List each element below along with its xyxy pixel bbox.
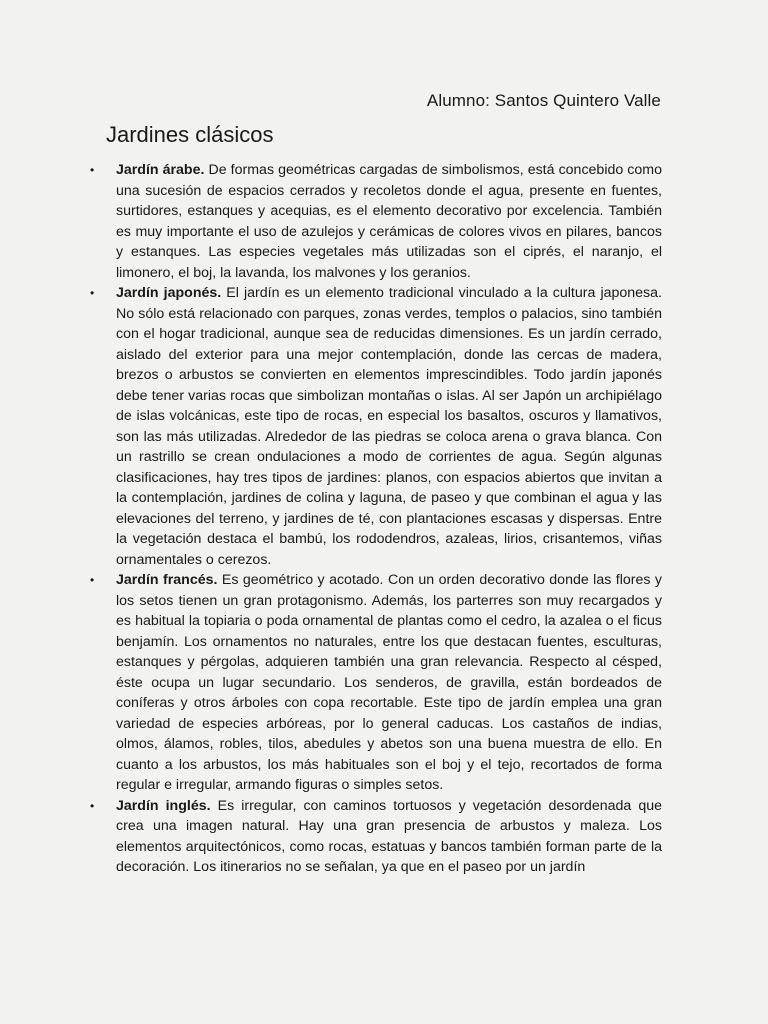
bullet-icon: • bbox=[90, 798, 95, 813]
item-heading: Jardín inglés. bbox=[116, 797, 211, 814]
item-heading: Jardín árabe. bbox=[116, 162, 205, 178]
page-title: Jardines clásicos bbox=[106, 122, 274, 147]
bullet-icon: • bbox=[90, 573, 95, 587]
item-body: De formas geométricas cargadas de simbolismos, está concebido como una sucesión de espacios cerrados y recoletos donde el agua, presente en fuentes, surtidores, estanques y acequias, es el elemento decorativo por excelencia. También es muy importante el uso de azulejos y cerámicas de colores vivos en pilares, bancos y estanques. Las especies vegetales más utilizadas son el ciprés, el naranjo, el limonero, el boj, la lavanda, los malvones y los geranios. bbox=[116, 162, 662, 281]
item-heading: Jardín japonés. bbox=[116, 285, 222, 301]
item-body: Es irregular, con caminos tortuosos y vegetación desordenada que crea una imagen natural. Hay una gran presencia de arbustos y maleza. Los elementos arquitectónicos, como rocas, estatuas y bancos también forman parte de la decoración. Los itinerarios no se señalan, ya que en el paseo por un jardín bbox=[116, 797, 662, 875]
list-item-arabe bbox=[90, 160, 662, 283]
garden-list bbox=[90, 160, 663, 878]
bullet-icon: • bbox=[90, 286, 95, 300]
item-heading: Jardín francés. bbox=[116, 572, 218, 588]
bullet-icon: • bbox=[90, 163, 95, 177]
list-item-ingles bbox=[90, 796, 662, 878]
item-body: El jardín es un elemento tradicional vinculado a la cultura japonesa. No sólo está relacionado con parques, zonas verdes, templos o palacios, sino también con el hogar tradicional, aunque sea de reducidas dimensiones. Es un jardín cerrado, aislado del exterior para una mejor contemplación, donde las cercas de madera, brezos o arbustos se convierten en elementos imprescindibles. Todo jardín japonés debe tener varias rocas que simbolizan montañas o islas. Al ser Japón un archipiélago de islas volcánicas, este tipo de rocas, en especial los basaltos, oscuros y llamativos, son las más utilizadas. Alrededor de las piedras se coloca arena o grava blanca. Con un rastrillo se crean ondulaciones a modo de corrientes de agua. Según algunas clasificaciones, hay tres tipos de jardines: planos, con espacios abiertos que invitan a la contemplación, jardines de colina y laguna, de paseo y que combinan el agua y las elevaciones del terreno, y jardines de té, con plantaciones escasas y dispersas. Entre la vegetación destaca el bambú, los rododendros, azaleas, lirios, crisantemos, viñas ornamentales o cerezos. bbox=[116, 285, 662, 568]
list-item-japones bbox=[90, 283, 662, 570]
author-line: Alumno: Santos Quintero Valle bbox=[426, 91, 661, 110]
list-item-frances bbox=[90, 570, 663, 796]
item-body: Es geométrico y acotado. Con un orden decorativo donde las flores y los setos tienen un gran protagonismo. Además, los parterres son muy recargados y es habitual la topiaria o poda ornamental de plantas como el cedro, la azalea o el ficus benjamín. Los ornamentos no naturales, entre los que destacan fuentes, esculturas, estanques y pérgolas, adquieren también una gran relevancia. Respecto al césped, éste ocupa un lugar secundario. Los senderos, de gravilla, están bordeados de coníferas y otros árboles con copa recortable. Este tipo de jardín emplea una gran variedad de especies arbóreas, por lo general caducas. Los castaños de indias, olmos, álamos, robles, tilos, abedules y abetos son una buena muestra de ello. En cuanto a los arbustos, los más habituales son el boj y el tejo, recortados de forma regular e irregular, armando figuras o simples setos. bbox=[116, 572, 663, 793]
